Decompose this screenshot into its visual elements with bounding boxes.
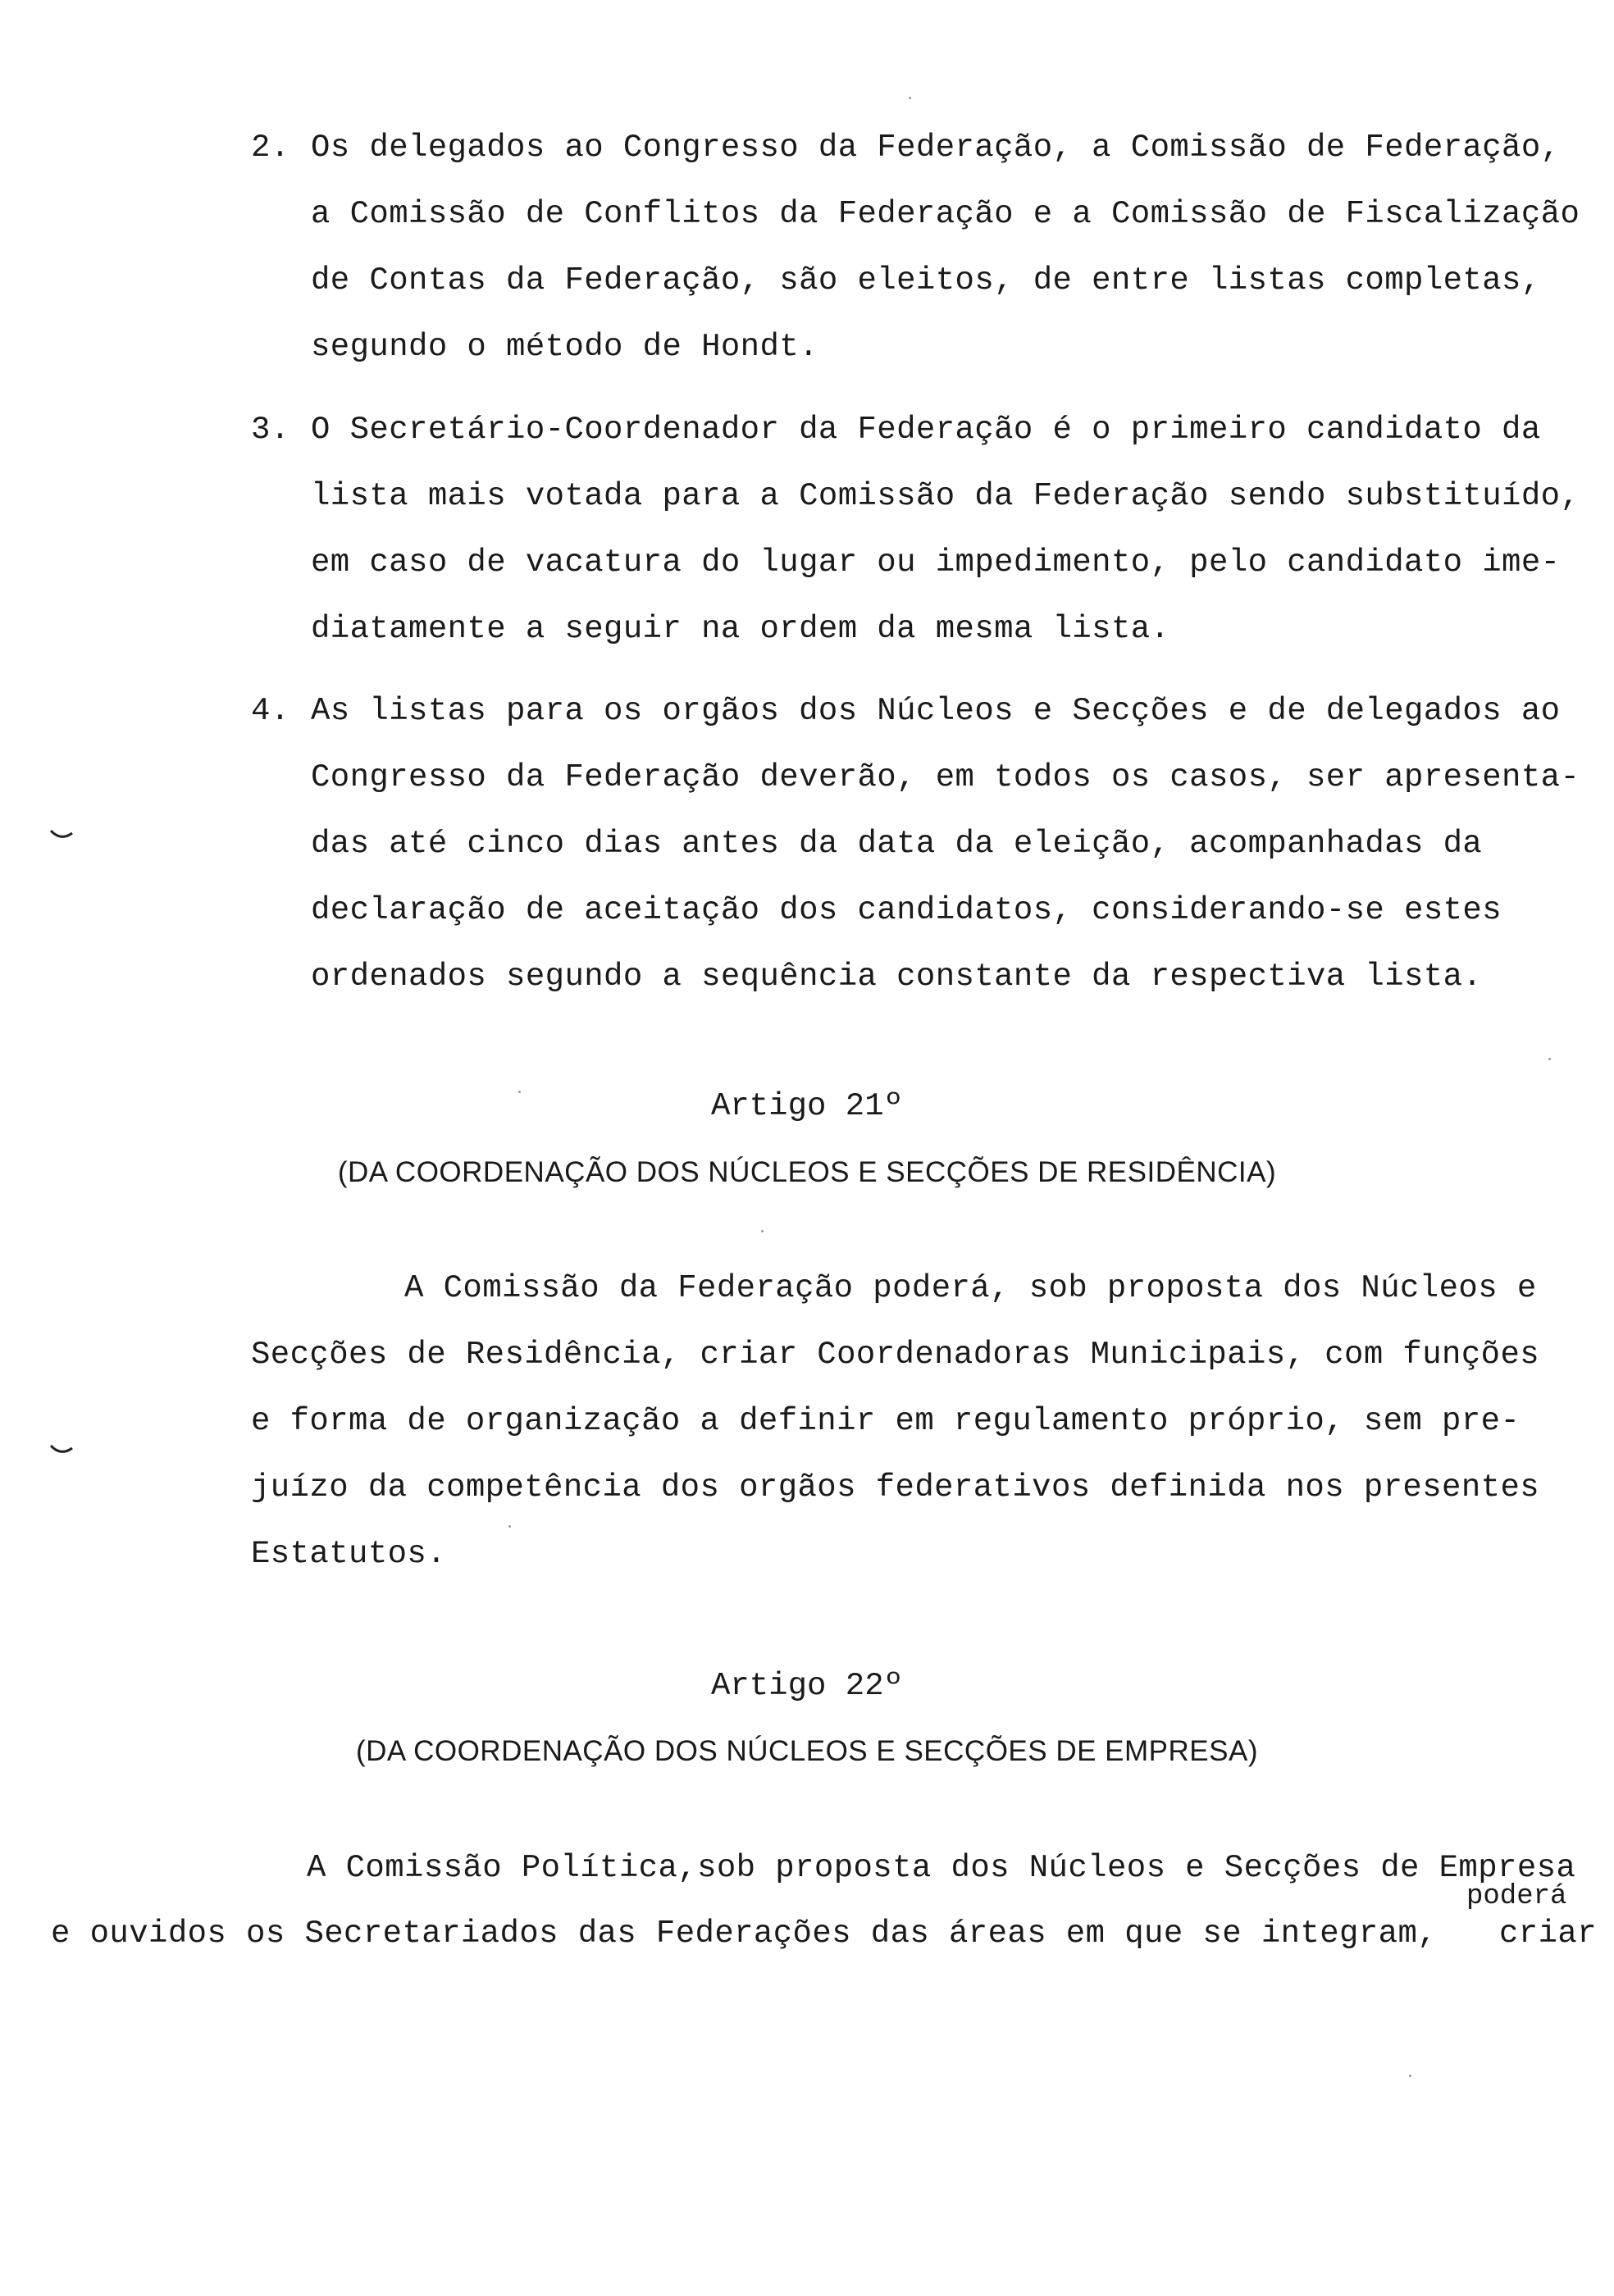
item-4-line-5: ordenados segundo a sequência constante da respectiva lista. (311, 959, 1483, 995)
article-21-line-2: Secções de Residência, criar Coordenadoras Municipais, com funções (251, 1337, 1540, 1373)
item-3-line-1: O Secretário-Coordenador da Federação é o primeiro candidato da (311, 412, 1541, 448)
item-2-line-4: segundo o método de Hondt. (311, 329, 818, 365)
article-21-subtitle: (DA COORDENAÇÃO DOS NÚCLEOS E SECÇÕES DE RESIDÊNCIA) (337, 1156, 1277, 1188)
item-2-line-1: Os delegados ao Congresso da Federação, a Comissão de Federação, (311, 130, 1561, 166)
item-2-line-2: a Comissão de Conflitos da Federação e a Comissão de Fiscalização (311, 196, 1580, 232)
item-4-line-4: declaração de aceitação dos candidatos, considerando-se estes (311, 892, 1502, 928)
scan-speck (508, 1525, 511, 1528)
item-4-number: 4. (251, 693, 290, 729)
item-4-line-2: Congresso da Federação deverão, em todos os casos, ser apresenta- (311, 759, 1580, 795)
article-21-line-1: A Comissão da Federação poderá, sob proposta dos Núcleos e (404, 1270, 1537, 1306)
handwritten-insertion: poderá (1466, 1881, 1567, 1912)
item-4-line-3: das até cinco dias antes da data da eleição, acompanhadas da (311, 826, 1483, 862)
article-21-line-3: e forma de organização a definir em regulamento próprio, sem pre- (251, 1403, 1521, 1439)
article-22-line-2-end: criar (1499, 1916, 1598, 1952)
scan-speck (761, 1230, 764, 1232)
punch-mark-icon (49, 1443, 74, 1456)
item-3-line-4: diatamente a seguir na ordem da mesma lista. (311, 611, 1170, 647)
article-22-subtitle: (DA COORDENAÇÃO DOS NÚCLEOS E SECÇÕES DE EMPRESA) (356, 1735, 1258, 1767)
item-2-number: 2. (251, 130, 290, 166)
item-3-line-2: lista mais votada para a Comissão da Federação sendo substituído, (311, 478, 1580, 514)
scan-speck (909, 97, 911, 99)
article-22-line-1: A Comissão Política,sob proposta dos Núcleos e Secções de Empresa (307, 1850, 1576, 1886)
article-21-line-4: juízo da competência dos orgãos federativos definida nos presentes (251, 1469, 1540, 1506)
scan-speck (518, 1091, 521, 1093)
item-3-line-3: em caso de vacatura do lugar ou impedimento, pelo candidato ime- (311, 544, 1561, 581)
article-22-line-2: e ouvidos os Secretariados das Federações das áreas em que se integram, (51, 1916, 1438, 1952)
scan-speck (1409, 2075, 1411, 2077)
article-21-title: Artigo 21º (710, 1088, 904, 1124)
punch-mark-icon (49, 828, 74, 841)
article-21-line-5: Estatutos. (251, 1536, 447, 1572)
item-3-number: 3. (251, 412, 290, 448)
item-4-line-1: As listas para os orgãos dos Núcleos e Secções e de delegados ao (311, 693, 1561, 729)
article-22-title: Artigo 22º (710, 1668, 904, 1704)
scan-speck (1548, 1058, 1551, 1060)
item-2-line-3: de Contas da Federação, são eleitos, de entre listas completas, (311, 262, 1541, 298)
